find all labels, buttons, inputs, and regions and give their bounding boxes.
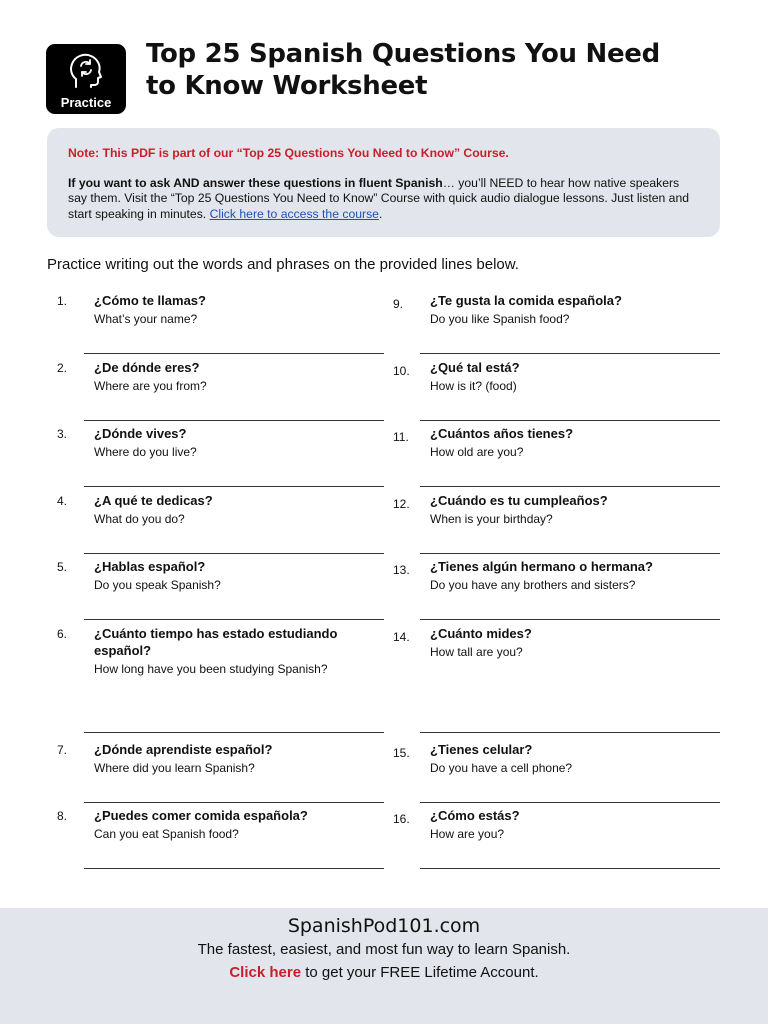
title-line-2: to Know Worksheet (146, 71, 428, 101)
writing-line[interactable] (420, 353, 720, 354)
site-name: SpanishPod101.com (287, 915, 481, 937)
head-refresh-icon (66, 51, 106, 91)
question-english: Do you have any brothers and sisters? (430, 578, 636, 592)
writing-line[interactable] (420, 732, 720, 733)
footer-tagline: The fastest, easiest, and most fun way to learn Spanish. (197, 941, 571, 958)
question-english: When is your birthday? (430, 511, 553, 526)
question-spanish: ¿Cuánto tiempo has estado estudiando español? (94, 625, 338, 658)
writing-line[interactable] (420, 486, 720, 487)
question-item (57, 359, 357, 426)
question-spanish: ¿Qué tal está? (430, 359, 520, 375)
question-english: How tall are you? (430, 644, 523, 659)
question-spanish: ¿Cómo te llamas? (94, 293, 206, 308)
question-number: 1. (57, 294, 68, 308)
cta-text: to get your FREE Lifetime Account. (301, 964, 539, 981)
question-item (393, 292, 693, 359)
writing-line[interactable] (420, 802, 720, 803)
note-link-suffix: . (378, 206, 383, 221)
page-title (146, 38, 660, 102)
question-item (393, 558, 693, 625)
question-item (57, 492, 357, 559)
instructions-text: Practice writing out the words and phrases on the provided lines below. (47, 256, 519, 273)
question-spanish: ¿Cuánto mides? (430, 625, 532, 641)
question-item (57, 625, 357, 741)
question-item (393, 807, 693, 874)
question-english: What do you do? (94, 511, 185, 526)
question-english: Can you eat Spanish food? (94, 827, 239, 841)
note-heading: Note: This PDF is part of our “Top 25 Questions You Need to Know” Course. (68, 146, 509, 160)
question-spanish: ¿Puedes comer comida española? (94, 808, 308, 823)
writing-line[interactable] (420, 619, 720, 620)
question-spanish: ¿Cuántos años tienes? (430, 426, 574, 441)
questions-column-left (57, 292, 357, 874)
question-english: Where do you live? (94, 445, 197, 459)
question-spanish: ¿A qué te dedicas? (94, 492, 213, 508)
practice-logo (46, 44, 126, 114)
logo-label: Practice (60, 95, 112, 110)
question-item (393, 625, 693, 741)
question-number: 15. (393, 745, 410, 760)
question-english: Do you like Spanish food? (430, 312, 570, 326)
question-item (57, 425, 357, 492)
title-line-1: Top 25 Spanish Questions You Need (146, 39, 660, 69)
question-item (57, 741, 357, 808)
writing-line[interactable] (84, 619, 384, 620)
question-spanish: ¿Dónde aprendiste español? (94, 741, 273, 757)
question-number: 8. (57, 809, 68, 823)
signup-link[interactable]: Click here (229, 964, 302, 981)
question-number: 11. (393, 430, 409, 444)
question-spanish: ¿Cuándo es tu cumpleaños? (430, 492, 608, 508)
question-number: 12. (393, 496, 410, 511)
note-body-text: … you’ll NEED to hear how native speakers say them. Visit the “Top 25 Questions You Need to Know” Course with quick audio dialogue lessons. Just listen and start speaking in minutes. (68, 175, 690, 221)
question-spanish: ¿Dónde vives? (94, 426, 187, 441)
writing-line[interactable] (84, 353, 384, 354)
question-english: Where did you learn Spanish? (94, 760, 255, 775)
question-number: 16. (393, 812, 410, 826)
question-spanish: ¿Tienes celular? (430, 741, 533, 757)
writing-line[interactable] (84, 868, 384, 869)
question-item (393, 741, 693, 808)
question-item (393, 425, 693, 492)
question-spanish: ¿Hablas español? (94, 559, 206, 574)
writing-line[interactable] (84, 553, 384, 554)
question-number: 6. (57, 626, 68, 641)
note-bold-text: If you want to ask AND answer these questions in fluent Spanish (68, 175, 443, 190)
question-item (393, 359, 693, 426)
question-number: 14. (393, 629, 410, 644)
question-english: How is it? (food) (430, 378, 517, 393)
question-english: Do you have a cell phone? (430, 760, 573, 775)
writing-line[interactable] (84, 420, 384, 421)
question-english: How long have you been studying Spanish? (94, 661, 328, 676)
question-english: How old are you? (430, 445, 524, 459)
question-number: 4. (57, 493, 68, 508)
writing-line[interactable] (84, 802, 384, 803)
question-english: Where are you from? (94, 378, 207, 393)
question-item (57, 807, 357, 874)
question-english: Do you speak Spanish? (94, 578, 221, 592)
questions-column-right (393, 292, 693, 874)
question-number: 9. (393, 297, 404, 311)
question-number: 3. (57, 427, 68, 441)
question-english: How are you? (430, 827, 505, 841)
writing-line[interactable] (84, 732, 384, 733)
writing-line[interactable] (84, 486, 384, 487)
question-number: 2. (57, 360, 68, 375)
access-course-link[interactable]: Click here to access the course (209, 206, 379, 221)
question-english: What’s your name? (94, 312, 198, 326)
writing-line[interactable] (420, 420, 720, 421)
question-item (57, 558, 357, 625)
question-number: 5. (57, 560, 68, 574)
question-spanish: ¿Cómo estás? (430, 808, 520, 823)
question-number: 13. (393, 563, 410, 577)
promo-footer (0, 908, 768, 1024)
question-item (57, 292, 357, 359)
question-spanish: ¿Tienes algún hermano o hermana? (430, 559, 653, 574)
course-note-panel (47, 128, 720, 237)
question-number: 7. (57, 742, 68, 757)
footer-cta (0, 964, 768, 981)
question-spanish: ¿Te gusta la comida española? (430, 293, 622, 308)
writing-line[interactable] (420, 868, 720, 869)
question-spanish: ¿De dónde eres? (94, 359, 200, 375)
writing-line[interactable] (420, 553, 720, 554)
question-number: 10. (393, 363, 410, 378)
question-item (393, 492, 693, 559)
note-body (68, 176, 698, 223)
